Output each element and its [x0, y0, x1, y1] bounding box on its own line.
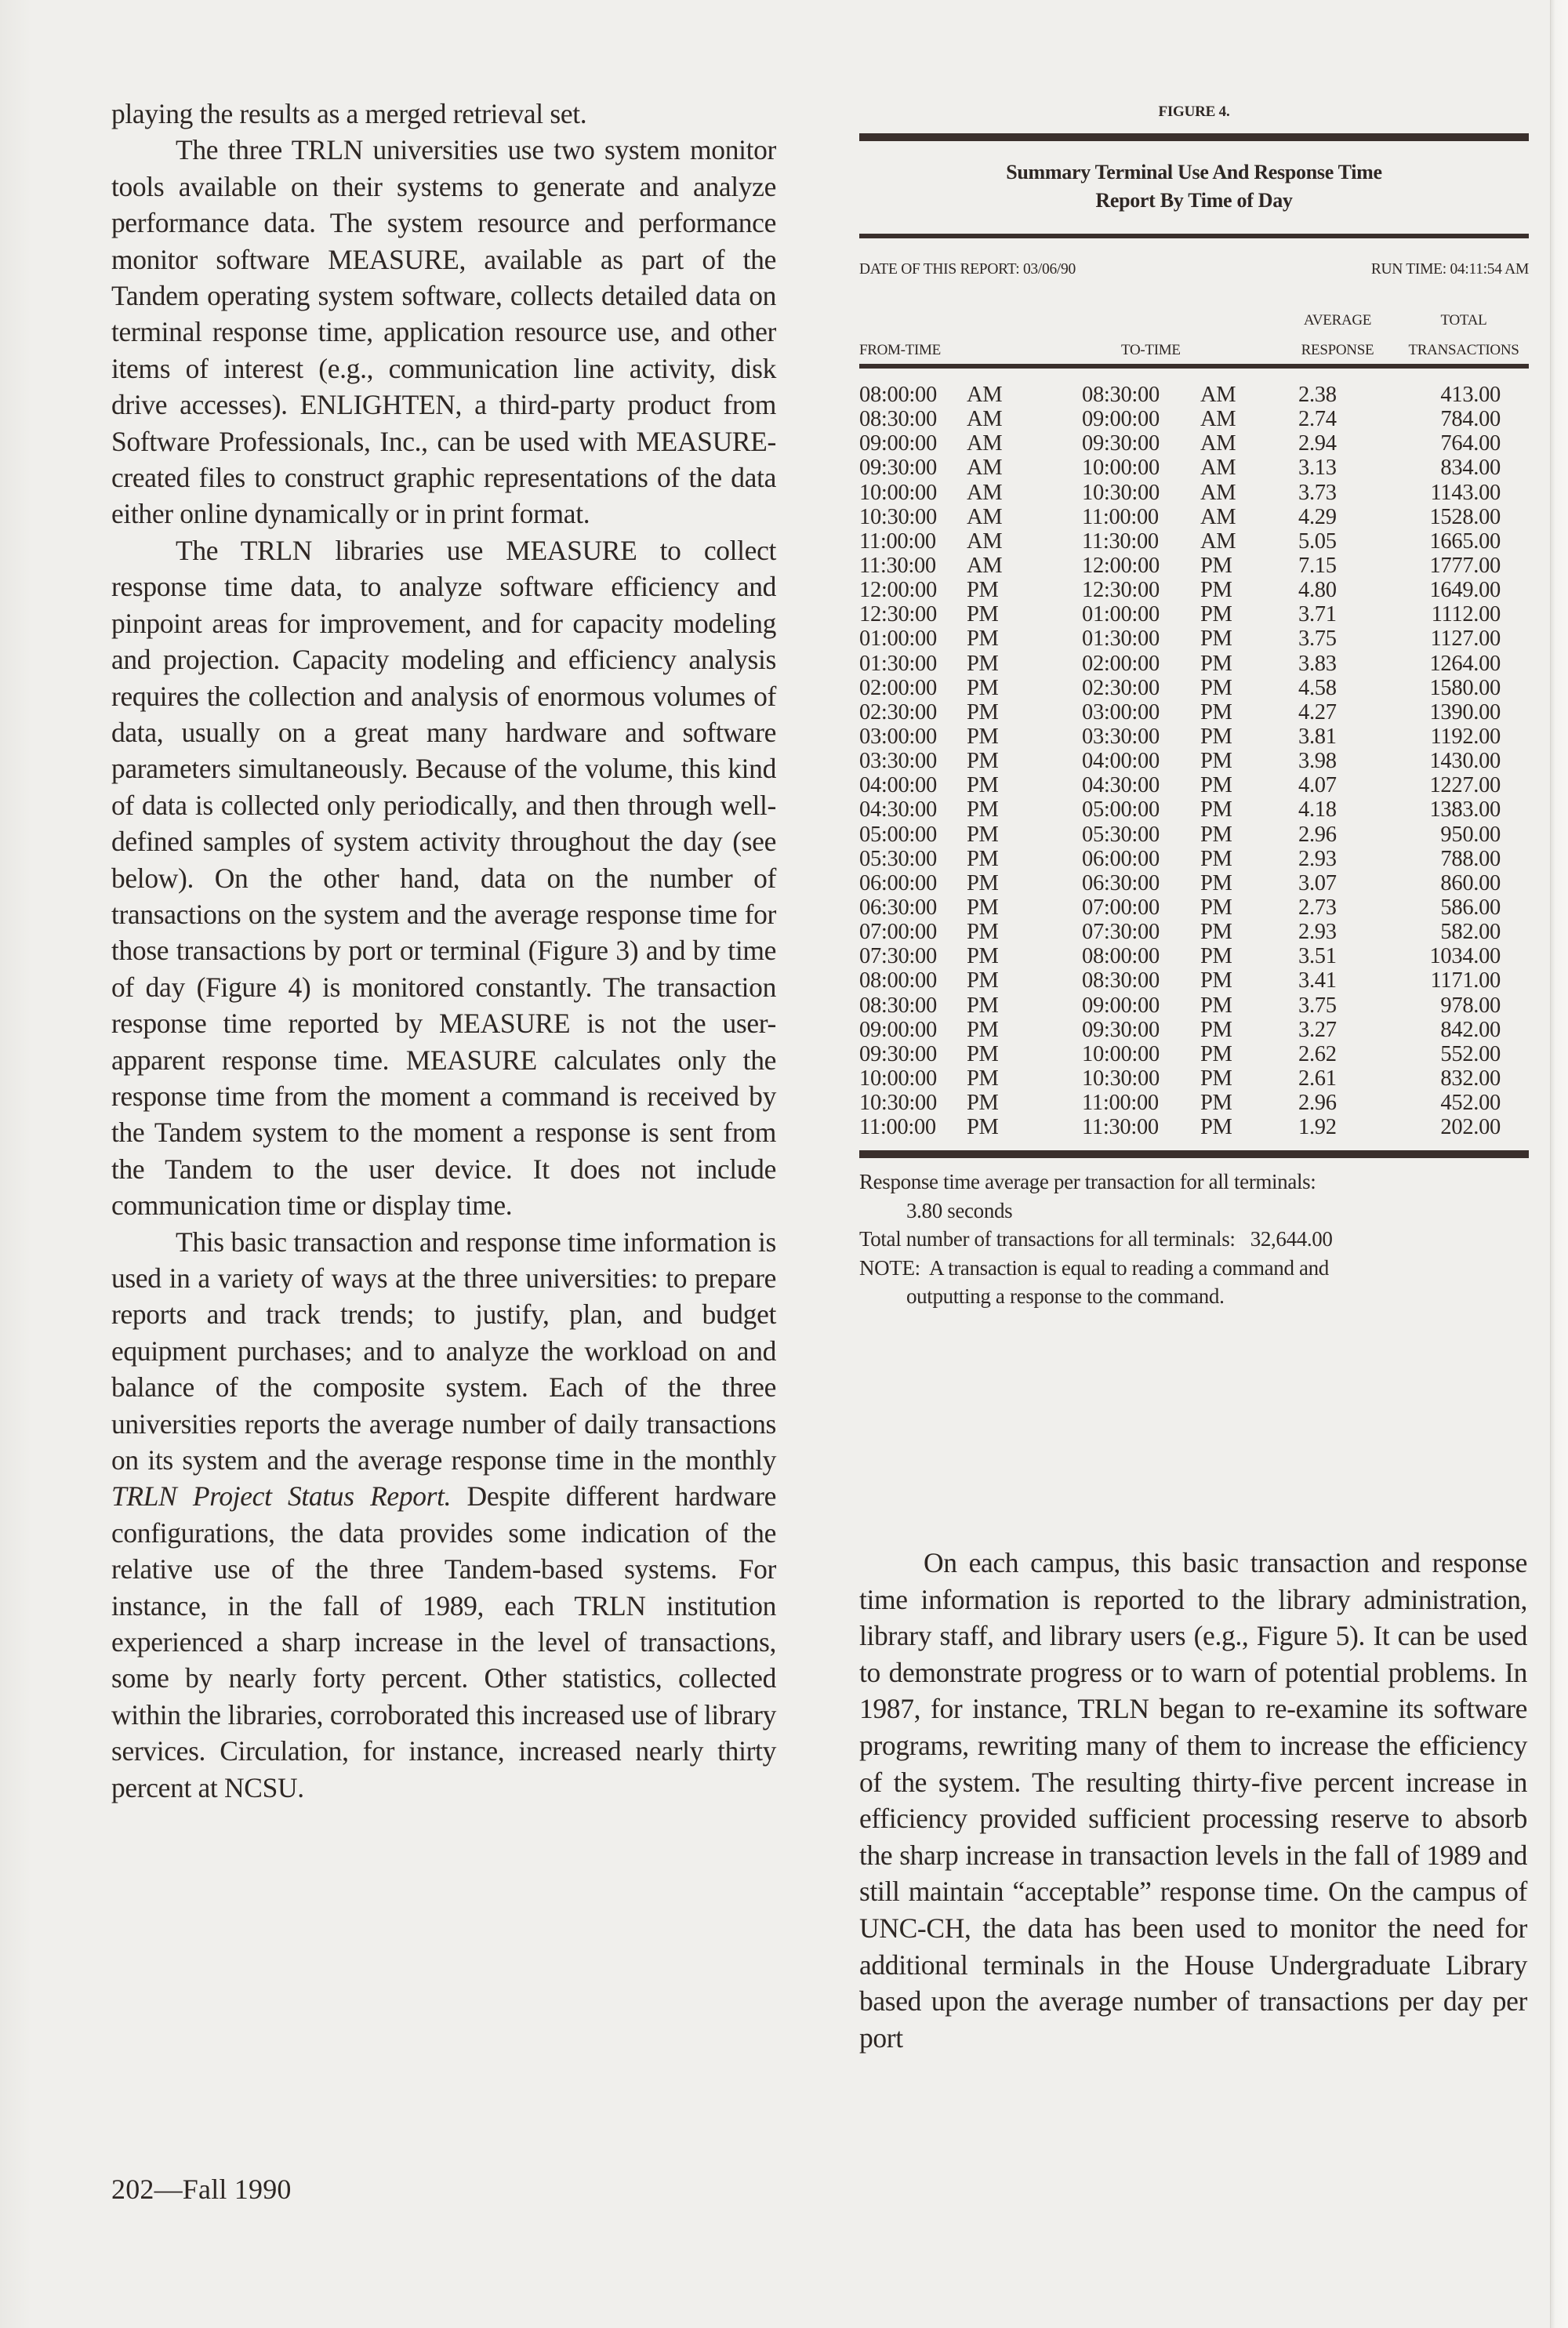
cell-avg-response: 2.96 [1298, 822, 1337, 847]
cell-avg-response: 3.73 [1298, 480, 1337, 505]
cell-to-time: 07:30:00 [1082, 920, 1160, 945]
cell-from-ampm: AM [967, 480, 1003, 505]
cell-avg-response: 2.94 [1298, 431, 1337, 456]
cell-total-transactions: 784.00 [1440, 407, 1501, 432]
page-gutter-shadow [0, 0, 31, 2328]
cell-total-transactions: 202.00 [1440, 1115, 1501, 1140]
table-row [859, 968, 1529, 993]
cell-total-transactions: 1112.00 [1431, 602, 1501, 627]
table-row [859, 895, 1529, 920]
cell-total-transactions: 1192.00 [1430, 724, 1501, 749]
table-row [859, 676, 1529, 700]
cell-total-transactions: 764.00 [1440, 431, 1501, 456]
cell-avg-response: 4.80 [1298, 578, 1337, 603]
table-row [859, 993, 1529, 1018]
cell-avg-response: 2.73 [1298, 895, 1337, 920]
cell-avg-response: 2.62 [1298, 1041, 1337, 1066]
cell-avg-response: 2.38 [1298, 383, 1337, 407]
cell-from-ampm: PM [967, 626, 999, 652]
table-body [859, 369, 1529, 1150]
cell-to-ampm: AM [1200, 431, 1236, 456]
cell-from-ampm: PM [967, 675, 999, 700]
cell-from-ampm: AM [967, 407, 1003, 432]
table-row [859, 1018, 1529, 1042]
cell-to-ampm: PM [1200, 749, 1232, 774]
cell-to-ampm: PM [1200, 797, 1232, 823]
paragraph-continuation: playing the results as a merged retrieval set. [111, 98, 587, 129]
cell-from-time: 04:00:00 [859, 773, 937, 798]
cell-to-time: 02:00:00 [1082, 651, 1160, 676]
left-text-column [111, 96, 776, 1806]
table-row [859, 626, 1529, 651]
table-header [859, 295, 1529, 364]
table-row [859, 602, 1529, 626]
figure-4 [859, 100, 1529, 1311]
cell-total-transactions: 1649.00 [1429, 578, 1501, 603]
table-row [859, 1066, 1529, 1091]
note-line-2: outputting a response to the command. [906, 1284, 1225, 1309]
cell-avg-response: 2.74 [1298, 407, 1337, 432]
cell-from-time: 11:30:00 [859, 553, 936, 578]
cell-from-ampm: PM [967, 895, 999, 920]
cell-avg-response: 3.71 [1298, 602, 1337, 627]
cell-from-time: 01:00:00 [859, 626, 937, 652]
cell-from-ampm: PM [967, 699, 999, 725]
cell-to-time: 01:00:00 [1082, 602, 1160, 627]
avg-response-value: 3.80 seconds [906, 1198, 1013, 1222]
cell-to-ampm: PM [1200, 895, 1232, 920]
cell-to-ampm: PM [1200, 1041, 1232, 1066]
cell-from-time: 05:30:00 [859, 846, 937, 871]
cell-to-ampm: PM [1200, 920, 1232, 945]
cell-total-transactions: 1264.00 [1429, 651, 1501, 676]
table-row [859, 1091, 1529, 1115]
table-row [859, 407, 1529, 431]
cell-to-time: 03:30:00 [1082, 724, 1160, 749]
cell-from-ampm: PM [967, 1115, 999, 1140]
cell-to-ampm: PM [1200, 626, 1232, 652]
cell-from-ampm: PM [967, 602, 999, 627]
cell-total-transactions: 1665.00 [1429, 528, 1501, 554]
cell-from-time: 04:30:00 [859, 797, 937, 823]
cell-avg-response: 2.61 [1298, 1066, 1337, 1091]
cell-from-ampm: PM [967, 773, 999, 798]
table-row [859, 700, 1529, 725]
cell-to-ampm: PM [1200, 773, 1232, 798]
header-total: TOTAL [1440, 312, 1487, 329]
cell-total-transactions: 832.00 [1440, 1066, 1501, 1091]
cell-to-time: 11:30:00 [1082, 1115, 1159, 1140]
cell-to-ampm: PM [1200, 602, 1232, 627]
table-row [859, 871, 1529, 895]
cell-from-ampm: PM [967, 920, 999, 945]
cell-avg-response: 5.05 [1298, 528, 1337, 554]
cell-total-transactions: 1383.00 [1429, 797, 1501, 823]
cell-avg-response: 4.07 [1298, 773, 1337, 798]
cell-avg-response: 3.83 [1298, 651, 1337, 676]
page-folio: 202—Fall 1990 [111, 2174, 292, 2205]
cell-to-time: 12:00:00 [1082, 553, 1160, 578]
table-row [859, 529, 1529, 554]
cell-from-time: 11:00:00 [859, 1115, 936, 1140]
cell-from-time: 09:00:00 [859, 431, 937, 456]
cell-avg-response: 4.18 [1298, 797, 1337, 823]
cell-from-ampm: PM [967, 870, 999, 895]
figure-title-line-2: Report By Time of Day [1095, 189, 1293, 212]
cell-to-time: 04:30:00 [1082, 773, 1160, 798]
cell-to-time: 05:30:00 [1082, 822, 1160, 847]
cell-total-transactions: 1171.00 [1430, 968, 1501, 993]
cell-avg-response: 4.58 [1298, 675, 1337, 700]
cell-to-time: 08:00:00 [1082, 944, 1160, 969]
cell-avg-response: 3.81 [1298, 724, 1337, 749]
cell-from-ampm: AM [967, 431, 1003, 456]
header-transactions: TRANSACTIONS [1408, 342, 1519, 358]
right-text-column [859, 1545, 1527, 2056]
cell-total-transactions: 586.00 [1440, 895, 1501, 920]
figure-title-line-1: Summary Terminal Use And Response Time [1006, 161, 1382, 183]
cell-from-ampm: PM [967, 1091, 999, 1116]
cell-total-transactions: 842.00 [1440, 1017, 1501, 1042]
cell-from-time: 10:00:00 [859, 1066, 937, 1091]
cell-to-ampm: PM [1200, 846, 1232, 871]
cell-total-transactions: 1528.00 [1429, 504, 1501, 529]
cell-total-transactions: 1034.00 [1429, 944, 1501, 969]
cell-from-ampm: AM [967, 528, 1003, 554]
cell-to-time: 08:30:00 [1082, 383, 1160, 407]
cell-avg-response: 4.27 [1298, 699, 1337, 725]
cell-from-ampm: AM [967, 456, 1003, 481]
cell-from-time: 07:30:00 [859, 944, 937, 969]
cell-to-time: 09:30:00 [1082, 431, 1160, 456]
header-from-time: FROM-TIME [859, 342, 941, 358]
cell-to-ampm: PM [1200, 968, 1232, 993]
figure-bottom-rule [859, 1150, 1529, 1158]
table-row [859, 1115, 1529, 1139]
cell-to-ampm: PM [1200, 553, 1232, 578]
cell-from-ampm: PM [967, 993, 999, 1018]
paragraph-measure-usage: The TRLN libraries use MEASURE to collect response time data, to analyze software efficiency and pinpoint areas for improvement, and for capacity modeling and projection. Capacity modeling and efficiency analysis requires the collection and analysis of enormous volumes of data, usually on a great many hardware and software parameters simultaneously. Because of the volume, this kind of data is collected only periodically, and then through well-defined samples of system activity throughout the day (see below). On the other hand, data on the number of transactions on the system and the average response time for those transactions by port or terminal (Figure 3) and by time of day (Figure 4) is monitored constantly. The transaction response time reported by MEASURE is not the user-apparent response time. MEASURE calculates only the response time from the moment a command is received by the Tandem system to the moment a response is sent from the Tandem to the user device. It does not include communication time or display time. [111, 534, 776, 1222]
cell-total-transactions: 950.00 [1440, 822, 1501, 847]
table-row [859, 505, 1529, 529]
total-transactions-label: Total number of transactions for all terminals: [859, 1227, 1236, 1251]
cell-to-ampm: PM [1200, 1017, 1232, 1042]
cell-from-ampm: PM [967, 1066, 999, 1091]
cell-to-time: 11:00:00 [1082, 504, 1159, 529]
cell-from-ampm: PM [967, 1041, 999, 1066]
header-to-time: TO-TIME [1121, 342, 1181, 358]
table-row [859, 578, 1529, 602]
page-edge [1550, 0, 1568, 2328]
cell-total-transactions: 413.00 [1440, 383, 1501, 407]
cell-avg-response: 3.41 [1298, 968, 1337, 993]
cell-to-time: 04:00:00 [1082, 749, 1160, 774]
avg-response-label: Response time average per transaction for all terminals: [859, 1170, 1316, 1194]
cell-from-time: 09:00:00 [859, 1017, 937, 1042]
cell-from-time: 01:30:00 [859, 651, 937, 676]
cell-total-transactions: 552.00 [1440, 1041, 1501, 1066]
cell-to-ampm: AM [1200, 528, 1236, 554]
cell-to-ampm: PM [1200, 822, 1232, 847]
cell-from-time: 09:30:00 [859, 456, 937, 481]
cell-to-time: 01:30:00 [1082, 626, 1160, 652]
cell-total-transactions: 1390.00 [1429, 699, 1501, 725]
cell-to-time: 05:00:00 [1082, 797, 1160, 823]
cell-from-time: 11:00:00 [859, 528, 936, 554]
cell-to-time: 11:30:00 [1082, 528, 1159, 554]
cell-from-time: 10:30:00 [859, 504, 937, 529]
cell-to-time: 06:30:00 [1082, 870, 1160, 895]
cell-avg-response: 2.96 [1298, 1091, 1337, 1116]
cell-from-ampm: AM [967, 553, 1003, 578]
table-row [859, 847, 1529, 871]
table-row [859, 920, 1529, 944]
cell-to-ampm: PM [1200, 699, 1232, 725]
cell-to-time: 11:00:00 [1082, 1091, 1159, 1116]
cell-avg-response: 2.93 [1298, 846, 1337, 871]
table-row [859, 823, 1529, 847]
cell-to-time: 09:30:00 [1082, 1017, 1160, 1042]
cell-to-ampm: AM [1200, 383, 1236, 407]
cell-from-ampm: PM [967, 724, 999, 749]
cell-from-time: 06:30:00 [859, 895, 937, 920]
cell-from-time: 03:00:00 [859, 724, 937, 749]
table-row [859, 431, 1529, 456]
paragraph-campus-reporting: On each campus, this basic transaction and response time information is reported to the library administration, library staff, and library users (e.g., Figure 5). It can be used to demonstrate progress or to warn of potential problems. In 1987, for instance, TRLN began to re-examine its software programs, rewriting many of them to increase the efficiency of the system. The resulting thirty-five percent increase in efficiency provided sufficient processing reserve to absorb the sharp increase in transaction levels in the fall of 1989 and still maintain “acceptable” response time. On the campus of UNC-CH, the data has been used to monitor the need for additional terminals in the House Undergraduate Library based upon the average number of transactions per day per port [859, 1547, 1527, 2054]
table-row [859, 652, 1529, 676]
cell-avg-response: 3.75 [1298, 993, 1337, 1018]
paragraph-monitor-tools: The three TRLN universities use two system monitor tools available on their systems to generate and analyze performance data. The system resource and performance monitor software MEASURE, available as part of the Tandem operating system software, collects detailed data on terminal response time, application resource use, and other items of interest (e.g., communication line activity, disk drive accesses). ENLIGHTEN, a third-party product from Software Professionals, Inc., can be used with MEASURE-created files to construct graphic representations of the data either online dynamically or in print format. [111, 134, 776, 530]
cell-from-time: 05:00:00 [859, 822, 937, 847]
cell-total-transactions: 1777.00 [1429, 553, 1501, 578]
cell-from-time: 07:00:00 [859, 920, 937, 945]
table-row [859, 797, 1529, 822]
note-line-1: NOTE: A transaction is equal to reading a command and [859, 1255, 1329, 1280]
figure-title [859, 141, 1529, 234]
cell-to-time: 10:00:00 [1082, 456, 1160, 481]
cell-from-ampm: PM [967, 822, 999, 847]
cell-to-time: 08:30:00 [1082, 968, 1160, 993]
table-row [859, 456, 1529, 480]
cell-to-time: 09:00:00 [1082, 407, 1160, 432]
figure-top-rule [859, 133, 1529, 141]
cell-total-transactions: 860.00 [1440, 870, 1501, 895]
cell-from-time: 08:00:00 [859, 383, 937, 407]
cell-from-time: 12:30:00 [859, 602, 937, 627]
cell-avg-response: 7.15 [1298, 553, 1337, 578]
cell-avg-response: 3.98 [1298, 749, 1337, 774]
cell-from-ampm: PM [967, 578, 999, 603]
cell-to-ampm: PM [1200, 944, 1232, 969]
cell-from-time: 02:30:00 [859, 699, 937, 725]
cell-to-ampm: PM [1200, 870, 1232, 895]
cell-to-ampm: PM [1200, 1091, 1232, 1116]
cell-total-transactions: 834.00 [1440, 456, 1501, 481]
cell-total-transactions: 1227.00 [1429, 773, 1501, 798]
cell-to-time: 06:00:00 [1082, 846, 1160, 871]
cell-to-time: 02:30:00 [1082, 675, 1160, 700]
cell-from-ampm: PM [967, 651, 999, 676]
cell-to-ampm: PM [1200, 1115, 1232, 1140]
cell-from-time: 08:00:00 [859, 968, 937, 993]
table-row [859, 725, 1529, 749]
table-row [859, 481, 1529, 505]
cell-to-time: 03:00:00 [1082, 699, 1160, 725]
cell-to-time: 10:00:00 [1082, 1041, 1160, 1066]
cell-to-ampm: PM [1200, 675, 1232, 700]
table-row [859, 944, 1529, 968]
header-response: RESPONSE [1301, 342, 1374, 358]
cell-to-ampm: PM [1200, 993, 1232, 1018]
cell-to-ampm: PM [1200, 651, 1232, 676]
table-row [859, 383, 1529, 407]
cell-to-time: 07:00:00 [1082, 895, 1160, 920]
total-transactions-value: 32,644.00 [1250, 1227, 1333, 1251]
report-title-italic: TRLN Project Status Report. [111, 1480, 452, 1513]
cell-avg-response: 1.92 [1298, 1115, 1337, 1140]
cell-from-time: 03:30:00 [859, 749, 937, 774]
paragraph-text-before: This basic transaction and response time information is used in a variety of ways at the three universities: to prepare reports and track trends; to justify, plan, and budget equipment purchases; and to analyze the workload on and balance of the composite system. Each of the three universities reports the average number of daily transactions on its system and the average response time in the monthly [111, 1226, 776, 1476]
paragraph-text-after: Despite different hardware configurations, the data provides some indication of the relative use of the three Tandem-based systems. For instance, in the fall of 1989, each TRLN institution experienced a sharp increase in the level of transactions, some by nearly forty percent. Other statistics, collected within the libraries, corroborated this increased use of library services. Circulation, for instance, increased nearly thirty percent at NCSU. [111, 1480, 776, 1803]
cell-from-ampm: AM [967, 383, 1003, 407]
cell-to-time: 10:30:00 [1082, 480, 1160, 505]
cell-from-ampm: PM [967, 749, 999, 774]
cell-from-time: 02:00:00 [859, 675, 937, 700]
cell-from-time: 12:00:00 [859, 578, 937, 603]
cell-total-transactions: 452.00 [1440, 1091, 1501, 1116]
cell-to-time: 10:30:00 [1082, 1066, 1160, 1091]
cell-to-ampm: PM [1200, 724, 1232, 749]
cell-to-time: 12:30:00 [1082, 578, 1160, 603]
cell-to-ampm: AM [1200, 407, 1236, 432]
cell-from-time: 06:00:00 [859, 870, 937, 895]
cell-from-time: 08:30:00 [859, 993, 937, 1018]
cell-to-ampm: PM [1200, 1066, 1232, 1091]
table-row [859, 749, 1529, 773]
total-transactions-line [859, 1225, 1529, 1254]
cell-avg-response: 3.27 [1298, 1017, 1337, 1042]
cell-from-time: 10:30:00 [859, 1091, 937, 1116]
cell-avg-response: 4.29 [1298, 504, 1337, 529]
table-row [859, 773, 1529, 797]
cell-avg-response: 3.51 [1298, 944, 1337, 969]
cell-from-ampm: PM [967, 1017, 999, 1042]
cell-to-ampm: AM [1200, 504, 1236, 529]
cell-to-ampm: PM [1200, 578, 1232, 603]
cell-from-time: 08:30:00 [859, 407, 937, 432]
cell-total-transactions: 582.00 [1440, 920, 1501, 945]
cell-to-ampm: AM [1200, 480, 1236, 505]
report-meta [859, 238, 1529, 295]
cell-avg-response: 3.07 [1298, 870, 1337, 895]
cell-from-ampm: AM [967, 504, 1003, 529]
cell-avg-response: 3.13 [1298, 456, 1337, 481]
cell-from-ampm: PM [967, 797, 999, 823]
figure-summary [859, 1158, 1529, 1311]
cell-avg-response: 2.93 [1298, 920, 1337, 945]
table-row [859, 554, 1529, 578]
header-average: AVERAGE [1303, 312, 1372, 329]
cell-total-transactions: 1143.00 [1430, 480, 1501, 505]
cell-total-transactions: 978.00 [1440, 993, 1501, 1018]
cell-to-ampm: AM [1200, 456, 1236, 481]
cell-from-time: 09:30:00 [859, 1041, 937, 1066]
cell-total-transactions: 1430.00 [1429, 749, 1501, 774]
cell-to-time: 09:00:00 [1082, 993, 1160, 1018]
cell-total-transactions: 788.00 [1440, 846, 1501, 871]
cell-total-transactions: 1580.00 [1429, 675, 1501, 700]
cell-from-time: 10:00:00 [859, 480, 937, 505]
figure-label: FIGURE 4. [1158, 104, 1230, 120]
paragraph-basic-information [111, 1224, 776, 1807]
report-date: DATE OF THIS REPORT: 03/06/90 [859, 261, 1076, 278]
table-row [859, 1042, 1529, 1066]
cell-total-transactions: 1127.00 [1430, 626, 1501, 652]
cell-avg-response: 3.75 [1298, 626, 1337, 652]
run-time: RUN TIME: 04:11:54 AM [1370, 261, 1529, 278]
cell-from-ampm: PM [967, 944, 999, 969]
cell-from-ampm: PM [967, 846, 999, 871]
cell-from-ampm: PM [967, 968, 999, 993]
